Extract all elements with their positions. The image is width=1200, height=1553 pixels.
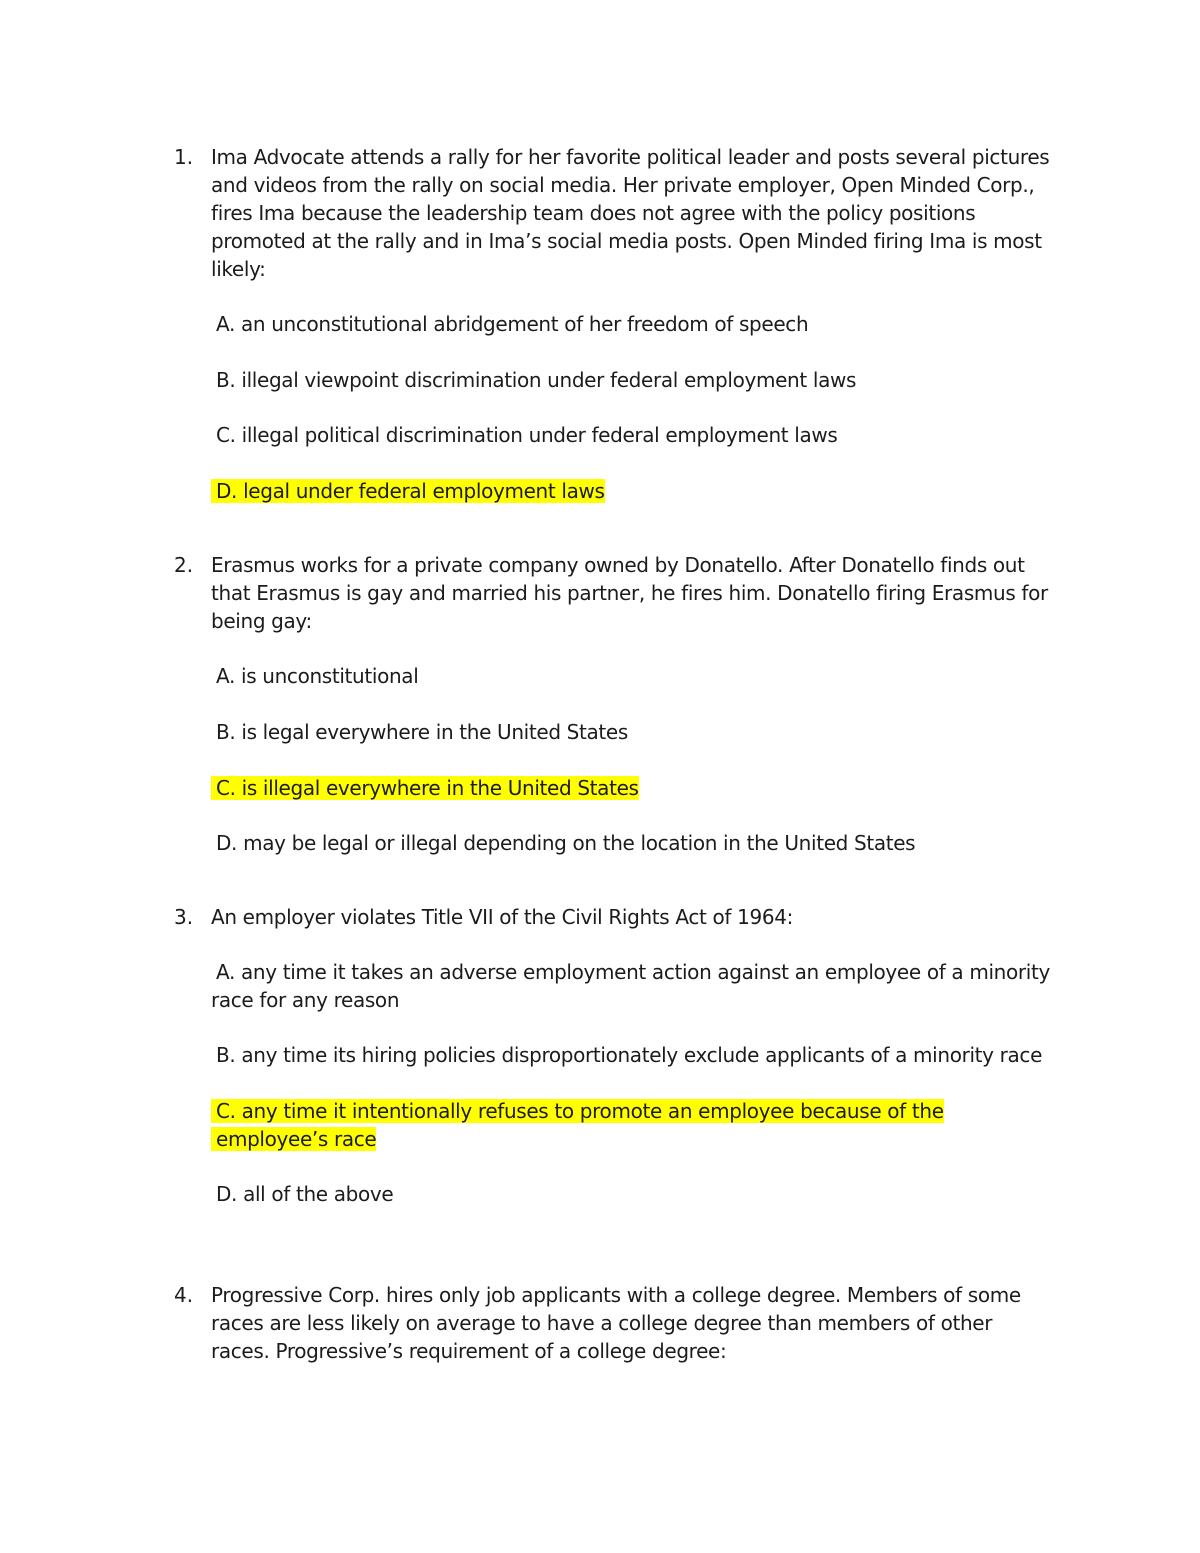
option-3a [211,958,1061,1014]
option-text: A. is unconstitutional [216,664,419,688]
option-2c-highlighted [211,774,1061,802]
option-2a [211,662,1061,690]
option-text: B. is legal everywhere in the United States [216,720,628,744]
option-text: A. any time it takes an adverse employment action against an employee of a minority race for any reason [211,960,1050,1012]
question-number: 2. [174,553,194,577]
option-1d-highlighted [211,477,1061,505]
option-text: C. illegal political discrimination under federal employment laws [216,423,838,447]
option-text: B. any time its hiring policies disproportionately exclude applicants of a minority race [216,1043,1043,1067]
option-3d [211,1180,1061,1208]
option-text: D. may be legal or illegal depending on the location in the United States [216,831,916,855]
option-3c-highlighted [211,1097,1061,1153]
option-2b [211,718,1061,746]
option-1b [211,366,1061,394]
question-number: 3. [174,905,194,929]
question-text: Ima Advocate attends a rally for her favorite political leader and posts several pictures and videos from the rally on social media. Her private employer, Open Minded Corp., fires Ima because the leadership team does not agree with the policy positions promoted at the rally and in Ima’s social media posts. Open Minded firing Ima is most likely: [211,145,1050,281]
option-text: B. illegal viewpoint discrimination under federal employment laws [216,368,857,392]
option-2d [211,829,1061,857]
question-number: 4. [174,1283,194,1307]
option-text: A. an unconstitutional abridgement of her freedom of speech [216,312,809,336]
option-1c [211,421,1061,449]
option-text: C. any time it intentionally refuses to promote an employee because of the employee’s race [211,1099,944,1151]
option-text: D. legal under federal employment laws [211,479,605,503]
option-1a [211,310,1061,338]
option-3b [211,1041,1061,1069]
question-number: 1. [174,145,194,169]
option-text: C. is illegal everywhere in the United States [211,776,639,800]
question-text: Progressive Corp. hires only job applicants with a college degree. Members of some races are less likely on average to have a college degree than members of other races. Progressive’s requirement of a college degree: [211,1283,1021,1363]
option-text: D. all of the above [216,1182,394,1206]
question-text: Erasmus works for a private company owned by Donatello. After Donatello finds out that Erasmus is gay and married his partner, he fires him. Donatello firing Erasmus for being gay: [211,553,1048,633]
question-text: An employer violates Title VII of the Civil Rights Act of 1964: [211,905,793,929]
